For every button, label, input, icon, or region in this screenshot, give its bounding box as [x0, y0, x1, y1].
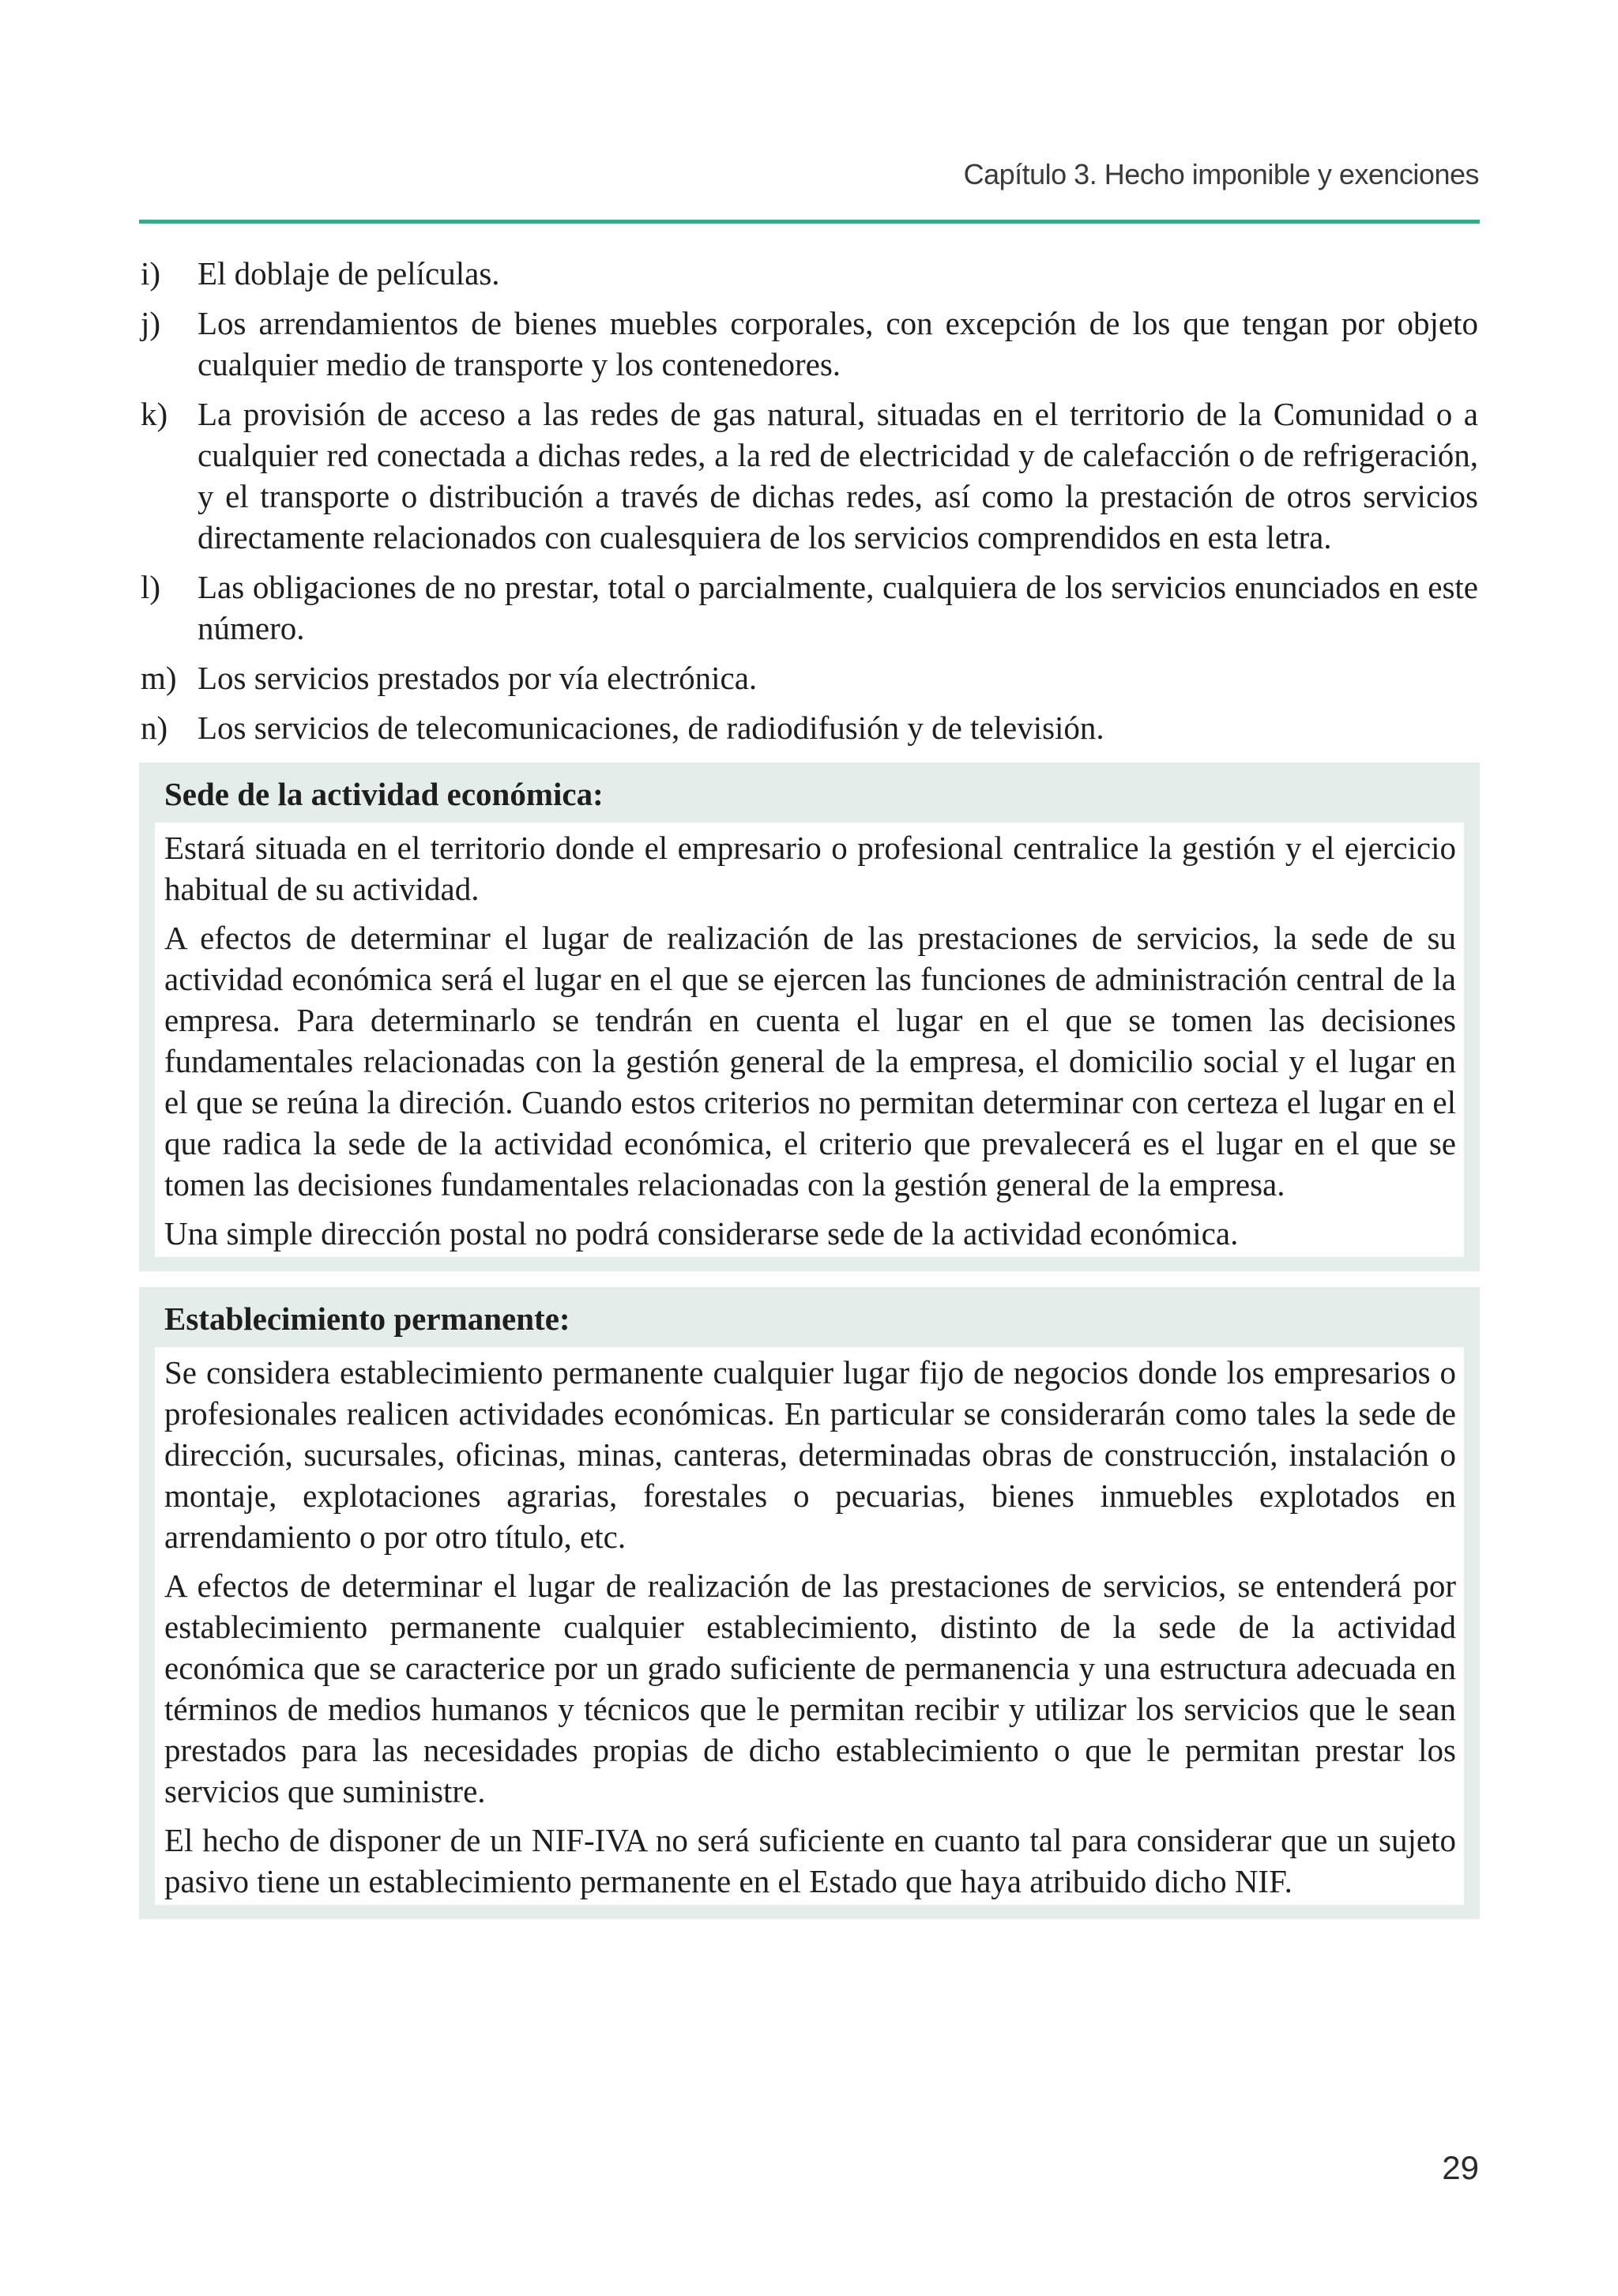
- list-item: [139, 657, 1480, 698]
- list-marker: j): [141, 305, 161, 341]
- list-text: El doblaje de películas.: [198, 255, 500, 292]
- page-number: 29: [1442, 2149, 1479, 2186]
- definition-box-sede: [139, 762, 1480, 1271]
- list-marker: n): [141, 710, 168, 746]
- box-title: Establecimiento permanente:: [164, 1300, 570, 1337]
- list-item: [139, 393, 1480, 558]
- box-body: [155, 822, 1464, 1257]
- list-marker: m): [141, 660, 177, 696]
- definition-box-establecimiento: [139, 1287, 1480, 1919]
- box-title: Sede de la actividad económica:: [164, 776, 604, 812]
- list-item: [139, 707, 1480, 748]
- list-item: [139, 566, 1480, 649]
- list-text: Los arrendamientos de bienes muebles corporales, con excepción de los que tengan por objeto cualquier medio de transporte y los contenedores.: [198, 305, 1478, 382]
- list-item: [139, 253, 1480, 294]
- list-marker: i): [141, 255, 161, 292]
- box-paragraph: Una simple dirección postal no podrá considerarse sede de la actividad económica.: [164, 1215, 1239, 1252]
- list-text: Los servicios de telecomunicaciones, de radiodifusión y de televisión.: [198, 710, 1104, 746]
- running-header: Capítulo 3. Hecho imponible y exenciones: [963, 158, 1479, 190]
- services-list: [139, 253, 1480, 748]
- box-body: [155, 1347, 1464, 1905]
- list-text: Los servicios prestados por vía electrónica.: [198, 660, 758, 696]
- list-marker: l): [141, 569, 161, 605]
- list-item: [139, 303, 1480, 385]
- box-paragraph: El hecho de disponer de un NIF-IVA no será suficiente en cuanto tal para considerar que un sujeto pasivo tiene un establecimiento permanente en el Estado que haya atribuido dicho NIF.: [164, 1822, 1456, 1899]
- box-paragraph: Se considera establecimiento permanente cualquier lugar fijo de negocios donde los empresarios o profesionales realicen actividades económicas. En particular se considerarán como tales la sede de dirección, sucursales, oficinas, minas, canteras, determinadas obras de construcción, instalación o montaje, explotaciones agrarias, forestales o pecuarias, bienes inmuebles explotados en arrendamiento o por otro título, etc.: [164, 1354, 1456, 1555]
- page-content: [139, 253, 1480, 1919]
- list-text: La provisión de acceso a las redes de gas natural, situadas en el territorio de la Comunidad o a cualquier red conectada a dichas redes, a la red de electricidad y de calefacción o de refrigeración, y el transporte o distribución a través de dichas redes, así como la prestación de otros servicios directamente relacionados con cualesquiera de los servicios comprendidos en esta letra.: [198, 396, 1478, 555]
- list-text: Las obligaciones de no prestar, total o parcialmente, cualquiera de los servicios enunciados en este número.: [198, 569, 1478, 646]
- header-rule: [139, 220, 1480, 224]
- box-paragraph: Estará situada en el territorio donde el empresario o profesional centralice la gestión y el ejercicio habitual de su actividad.: [164, 830, 1456, 907]
- box-paragraph: A efectos de determinar el lugar de realización de las prestaciones de servicios, se entenderá por establecimiento permanente cualquier establecimiento, distinto de la sede de la actividad económica que se caracterice por un grado suficiente de permanencia y una estructura adecuada en términos de medios humanos y técnicos que le permitan recibir y utilizar los servicios que le sean prestados para las necesidades propias de dicho establecimiento o que le permitan prestar los servicios que suministre.: [164, 1568, 1456, 1809]
- list-marker: k): [141, 396, 168, 432]
- box-paragraph: A efectos de determinar el lugar de realización de las prestaciones de servicios, la sede de su actividad económica será el lugar en el que se ejercen las funciones de administración central de la empresa. Para determinarlo se tendrán en cuenta el lugar en el que se tomen las decisiones fundamentales relacionadas con la gestión general de la empresa, el domicilio social y el lugar en el que se reúna la direción. Cuando estos criterios no permitan determinar con certeza el lugar en el que radica la sede de la actividad económica, el criterio que prevalecerá es el lugar en el que se tomen las decisiones fundamentales relacionadas con la gestión general de la empresa.: [164, 920, 1456, 1203]
